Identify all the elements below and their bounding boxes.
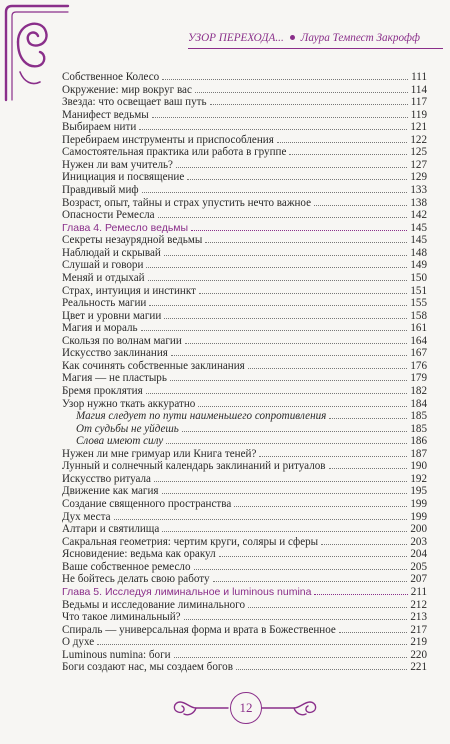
entry-page: 217 (410, 624, 427, 636)
dot-leader (174, 648, 408, 658)
entry-page: 187 (410, 448, 427, 460)
toc-entry (62, 271, 427, 284)
entry-title: Дух места (62, 511, 111, 523)
entry-title: Правдивый миф (62, 184, 139, 196)
entry-title: Самостоятельная практика или работа в группе (62, 146, 287, 158)
entry-title: Глава 4. Ремесло ведьмы (62, 222, 189, 234)
dot-leader (162, 70, 408, 80)
dot-leader (146, 258, 407, 268)
dot-leader (97, 635, 407, 645)
dot-leader (314, 196, 407, 206)
entry-title: От судьбы не уйдешь (76, 423, 179, 435)
entry-page: 111 (411, 71, 427, 83)
entry-title: Ясновидение: ведьма как оракул (62, 548, 216, 560)
entry-title: Цвет и уровни магии (62, 310, 162, 322)
entry-page: 185 (410, 410, 427, 422)
dot-leader (170, 371, 407, 381)
entry-title: Боги создают нас, мы создаем богов (62, 661, 233, 673)
entry-page: 219 (410, 636, 427, 648)
dot-leader (146, 384, 408, 394)
entry-title: Нужен ли мне гримуар или Книга теней? (62, 448, 257, 460)
dot-leader (166, 434, 407, 444)
entry-page: 179 (410, 372, 427, 384)
entry-page: 186 (410, 435, 427, 447)
entry-title: Манифест ведьмы (62, 109, 149, 121)
separator-dot (290, 35, 295, 40)
entry-page: 213 (410, 611, 427, 623)
entry-title: Слушай и говори (62, 259, 144, 271)
entry-title: О духе (62, 636, 95, 648)
entry-title: Выбираем нити (62, 121, 137, 133)
entry-page: 145 (410, 222, 427, 234)
toc-entry (62, 547, 427, 560)
dot-leader (164, 246, 408, 256)
toc-entry (62, 572, 427, 585)
dot-leader (321, 535, 407, 545)
dot-leader (195, 83, 408, 93)
dot-leader (329, 459, 408, 469)
entry-page: 204 (410, 548, 427, 560)
dot-leader (213, 572, 408, 582)
entry-page: 221 (410, 661, 427, 673)
entry-page: 203 (410, 536, 427, 548)
toc-entry (62, 346, 427, 359)
toc-entry (62, 170, 427, 183)
dot-leader (184, 610, 408, 620)
entry-title: Страх, интуиция и инстинкт (62, 285, 196, 297)
toc-entry (62, 183, 427, 196)
toc-entry (62, 522, 427, 535)
entry-title: Магия следует по пути наименьшего сопротивления (76, 410, 327, 422)
footer-ornament (0, 688, 450, 728)
dot-leader (139, 120, 407, 130)
toc-entry (62, 371, 427, 384)
toc-entry (62, 635, 427, 648)
dot-leader (248, 598, 407, 608)
dot-leader (154, 472, 407, 482)
entry-page: 184 (410, 398, 427, 410)
dot-leader (152, 108, 408, 118)
dot-leader (149, 296, 407, 306)
page-number: 12 (230, 692, 262, 724)
dot-leader (219, 547, 408, 557)
entry-page: 182 (410, 385, 427, 397)
dot-leader (114, 510, 408, 520)
entry-page: 164 (410, 335, 427, 347)
entry-title: Возраст, опыт, тайны и страх упустить нечто важное (62, 197, 312, 209)
chapter-heading (62, 585, 427, 598)
dot-leader (248, 359, 408, 369)
dot-leader (199, 284, 407, 294)
entry-title: Бремя проклятия (62, 385, 143, 397)
entry-page: 211 (410, 586, 427, 598)
dot-leader (339, 623, 408, 633)
dot-leader (234, 497, 407, 507)
entry-title: Глава 5. Исследуя лиминальное и luminous numina (62, 586, 312, 598)
toc-entry (62, 409, 427, 422)
toc-entry (62, 120, 427, 133)
entry-title: Алтари и святилища (62, 523, 160, 535)
toc-entry (62, 497, 427, 510)
toc-entry (62, 321, 427, 334)
entry-page: 158 (410, 310, 427, 322)
toc-entry (62, 296, 427, 309)
toc-entry (62, 145, 427, 158)
entry-page: 185 (410, 423, 427, 435)
dot-leader (277, 133, 408, 143)
dot-leader (148, 271, 408, 281)
entry-title: Секреты незаурядной ведьмы (62, 234, 203, 246)
toc-entry (62, 384, 427, 397)
entry-title: Слова имеют силу (76, 435, 164, 447)
entry-page: 161 (410, 322, 427, 334)
entry-title: Инициация и посвящение (62, 171, 185, 183)
running-header (188, 32, 443, 44)
entry-page: 199 (410, 511, 427, 523)
entry-page: 200 (410, 523, 427, 535)
entry-title: Звезда: что освещает ваш путь (62, 96, 207, 108)
entry-page: 190 (410, 460, 427, 472)
entry-title: Сакральная геометрия: чертим круги, соляры и сферы (62, 536, 319, 548)
entry-page: 148 (410, 247, 427, 259)
entry-title: Спираль — универсальная форма и врата в Божественное (62, 624, 336, 636)
entry-page: 133 (410, 184, 427, 196)
entry-title: Окружение: мир вокруг вас (62, 84, 192, 96)
dot-leader (194, 560, 408, 570)
entry-title: Ваше собственное ремесло (62, 561, 191, 573)
entry-page: 121 (410, 121, 427, 133)
dot-leader (141, 321, 408, 331)
entry-page: 192 (410, 473, 427, 485)
dot-leader (162, 484, 408, 494)
header-rule (188, 48, 443, 49)
toc-entry (62, 233, 427, 246)
entry-title: Как сочинять собственные заклинания (62, 360, 245, 372)
dot-leader (182, 422, 408, 432)
dot-leader (314, 585, 407, 595)
entry-title: Меняй и отдыхай (62, 272, 145, 284)
dot-leader (185, 334, 408, 344)
entry-title: Собственное Колесо (62, 71, 160, 83)
entry-page: 167 (410, 347, 427, 359)
entry-page: 151 (410, 285, 427, 297)
dot-leader (198, 397, 407, 407)
entry-title: Наблюдай и скрывай (62, 247, 161, 259)
entry-page: 127 (410, 159, 427, 171)
author-name: Лаура Темпест Закрофф (300, 32, 420, 44)
dot-leader (171, 346, 407, 356)
entry-title: Магия — не пластырь (62, 372, 167, 384)
dot-leader (142, 183, 408, 193)
dot-leader (187, 170, 407, 180)
entry-page: 212 (410, 599, 427, 611)
entry-title: Перебираем инструменты и приспособления (62, 134, 274, 146)
entry-title: Искусство заклинания (62, 347, 168, 359)
entry-page: 129 (410, 171, 427, 183)
entry-title: Не бойтесь делать свою работу (62, 573, 210, 585)
toc-entry (62, 434, 427, 447)
entry-page: 125 (410, 146, 427, 158)
toc-entry (62, 459, 427, 472)
dot-leader (162, 522, 407, 532)
entry-page: 205 (410, 561, 427, 573)
dot-leader (191, 221, 407, 231)
entry-title: Магия и мораль (62, 322, 138, 334)
entry-title: Luminous numina: боги (62, 649, 171, 661)
dot-leader (164, 309, 407, 319)
entry-title: Нужен ли вам учитель? (62, 159, 173, 171)
entry-title: Реальность магии (62, 297, 147, 309)
entry-page: 122 (410, 134, 427, 146)
entry-title: Искусство ритуала (62, 473, 151, 485)
dot-leader (329, 409, 407, 419)
entry-page: 114 (410, 84, 427, 96)
entry-title: Что такое лиминальный? (62, 611, 181, 623)
entry-page: 117 (410, 96, 427, 108)
toc-entry (62, 95, 427, 108)
toc-entry (62, 610, 427, 623)
toc-entry (62, 258, 427, 271)
entry-page: 199 (410, 498, 427, 510)
dot-leader (158, 208, 408, 218)
entry-page: 155 (410, 297, 427, 309)
entry-page: 142 (410, 209, 427, 221)
entry-page: 220 (410, 649, 427, 661)
dot-leader (205, 233, 407, 243)
toc-entry (62, 208, 427, 221)
toc-entry (62, 70, 427, 83)
entry-page: 145 (410, 234, 427, 246)
dot-leader (210, 95, 408, 105)
entry-title: Узор нужно ткать аккуратно (62, 398, 196, 410)
dot-leader (259, 447, 407, 457)
entry-page: 119 (410, 109, 427, 121)
entry-page: 207 (410, 573, 427, 585)
entry-page: 195 (410, 485, 427, 497)
entry-title: Лунный и солнечный календарь заклинаний и ритуалов (62, 460, 326, 472)
toc-entry (62, 660, 427, 673)
entry-title: Создание священного пространства (62, 498, 232, 510)
entry-page: 149 (410, 259, 427, 271)
entry-page: 138 (410, 197, 427, 209)
dot-leader (176, 158, 407, 168)
entry-title: Опасности Ремесла (62, 209, 155, 221)
dot-leader (236, 660, 407, 670)
entry-page: 176 (410, 360, 427, 372)
entry-title: Ведьмы и исследование лиминального (62, 599, 246, 611)
entry-title: Движение как магия (62, 485, 159, 497)
toc-entry (62, 484, 427, 497)
entry-page: 150 (410, 272, 427, 284)
book-title: УЗОР ПЕРЕХОДА... (188, 32, 284, 44)
entry-title: Скользя по волнам магии (62, 335, 182, 347)
dot-leader (289, 145, 407, 155)
